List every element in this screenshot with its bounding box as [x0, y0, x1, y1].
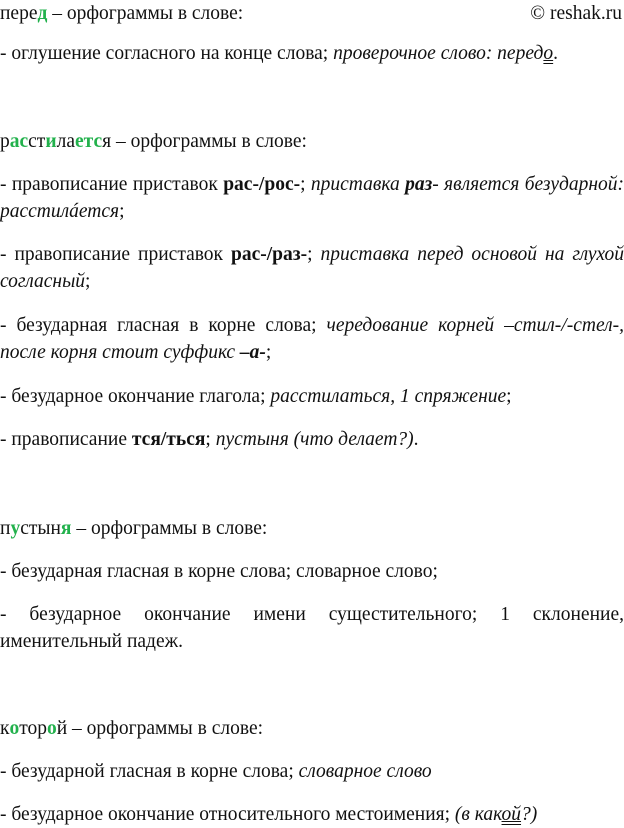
text-segment: - правописание приставок [0, 244, 231, 265]
text-segment: рас-/рос- [223, 174, 301, 195]
text-segment: . [553, 43, 559, 64]
text-segment: п [0, 518, 11, 539]
text-segment: - безударная гласная в корне слова; [0, 315, 327, 336]
spelling-rule [0, 601, 624, 655]
spelling-rule [0, 383, 624, 410]
text-segment: - оглушение согласного на конце слова; [0, 43, 334, 64]
word-heading-kotoroy [0, 715, 624, 742]
text-segment: - безударное окончание глагола; [0, 386, 271, 407]
highlighted-letters: о [9, 718, 20, 739]
text-segment: - является безударной: расстилáется [0, 174, 624, 222]
text-segment: я – орфограммы в слове: [102, 131, 307, 152]
highlighted-letters: я [60, 518, 72, 539]
spelling-rule [0, 558, 624, 585]
text-segment: приставка [310, 174, 406, 195]
text-segment: . [413, 429, 419, 450]
text-segment: - безударная гласная в корне слова; словарное слово; [0, 561, 438, 582]
text-segment: проверочное слово: перед [333, 43, 544, 64]
highlighted-letters: о [47, 718, 57, 739]
text-segment: р [0, 131, 10, 152]
text-segment: расстилаться, 1 спряжение [270, 386, 507, 407]
text-segment: - безударное окончание имени сущестительного; 1 склонение, именительный падеж. [0, 604, 624, 652]
text-segment: словарное слово [298, 761, 432, 782]
spelling-rule [0, 40, 624, 67]
text-segment: тор [19, 718, 47, 739]
text-segment: ; [265, 342, 272, 363]
text-segment: ; [307, 244, 321, 265]
text-segment: – орфограммы в слове: [71, 518, 268, 539]
text-segment: ой [501, 804, 522, 825]
spelling-rule [0, 171, 624, 225]
text-segment: ; [85, 271, 91, 292]
text-segment: - правописание [0, 429, 132, 450]
text-segment: – орфограммы в слове: [47, 3, 244, 24]
text-segment: чередование корней –стил-/-стел-, после корня стоит суффикс [0, 315, 624, 363]
text-segment: ; [119, 201, 125, 222]
highlighted-letters: етс [74, 131, 103, 152]
highlighted-letters: у [10, 518, 21, 539]
word-heading-pered [0, 0, 624, 27]
text-segment: ; [506, 386, 512, 407]
text-segment: пере [0, 3, 38, 24]
text-segment: ?) [521, 804, 538, 825]
text-segment: приставка перед основой на глухой согласный [0, 244, 624, 292]
watermark: © reshak.ru [530, 3, 622, 24]
text-segment: ; [205, 429, 216, 450]
text-segment: - безударной гласная в корне слова; [0, 761, 299, 782]
text-segment: ст [28, 131, 46, 152]
text-segment: й – орфограммы в слове: [56, 718, 264, 739]
highlighted-letters: ас [9, 131, 29, 152]
text-segment: –а- [239, 342, 266, 363]
text-segment: о [543, 43, 554, 64]
text-segment: к [0, 718, 10, 739]
text-segment: тся/ться [131, 429, 206, 450]
text-segment: ; [300, 174, 311, 195]
text-segment: - безударное окончание относительного местоимения; [0, 804, 455, 825]
highlighted-letters: д [37, 3, 48, 24]
highlighted-letters: и [45, 131, 57, 152]
text-segment: пустыня (что делает?) [215, 429, 414, 450]
word-heading-rasstilaetsya [0, 128, 624, 155]
text-segment: (в как [454, 804, 502, 825]
spelling-rule [0, 312, 624, 366]
spelling-rule [0, 241, 624, 295]
spelling-rule [0, 758, 624, 785]
spelling-rule [0, 426, 624, 453]
text-segment: стын [20, 518, 61, 539]
text-segment: рас-/раз- [231, 244, 308, 265]
text-segment: - правописание приставок [0, 174, 224, 195]
text-segment: ла [56, 131, 75, 152]
text-segment: раз [405, 174, 433, 195]
word-heading-pustynya [0, 515, 624, 542]
